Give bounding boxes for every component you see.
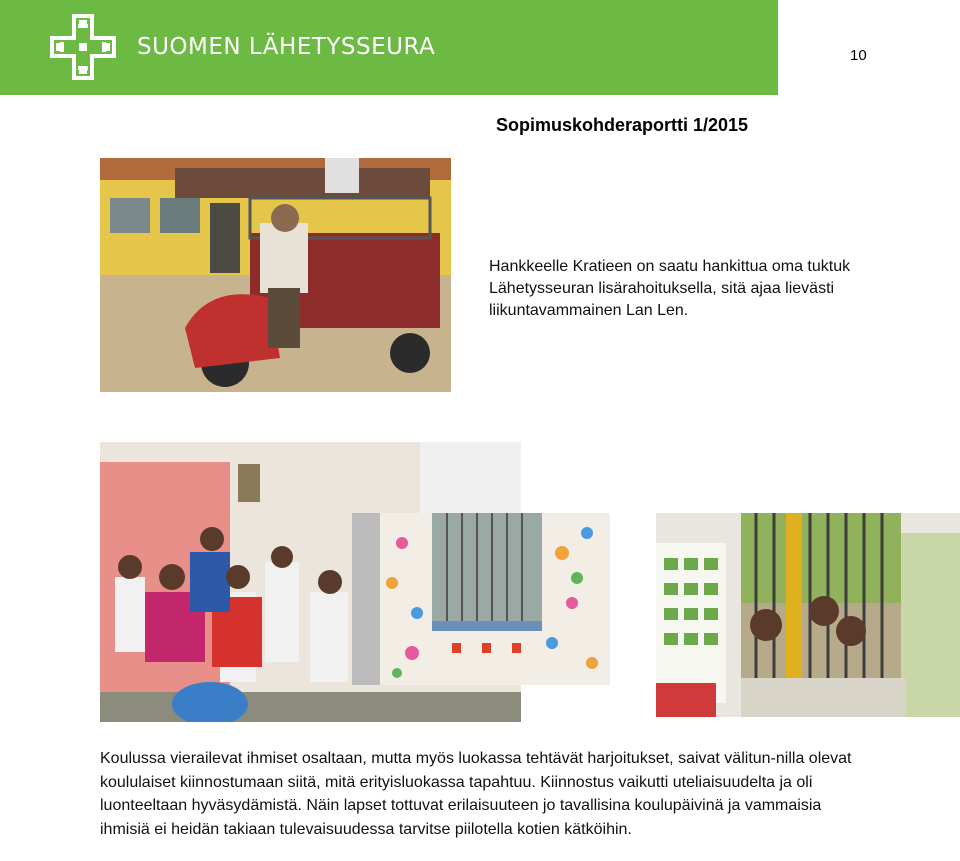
report-title: Sopimuskohderaportti 1/2015 bbox=[496, 115, 749, 135]
children-window-photo bbox=[656, 513, 960, 717]
tuktuk-caption: Hankkeelle Kratieen on saatu hankittua oma tuktuk Lähetysseuran lisärahoituksella, sitä ajaa lievästi liikuntavammainen Lan Len. bbox=[489, 258, 851, 319]
body-paragraph: Koulussa vierailevat ihmiset osaltaan, mutta myös luokassa tehtävät harjoitukset, saivat välitun-nilla olevat koululaiset kiinnostumaan siitä, mitä erityisluokassa tapahtuu. Kiinnostus vaikutti uteliaisuudelta ja oli luonteeltaan hyväsydämistä. Näin lapset tottuvat erilaisuuteen jo tavallisina koulupäivinä ja vammaisia ihmisiä ei heidän takiaan tulevaisuudessa tarvitse piilotella kotien kätköihin. bbox=[100, 750, 852, 838]
cross-logo-icon bbox=[48, 12, 118, 82]
header-band bbox=[0, 0, 778, 95]
window-photo bbox=[352, 513, 610, 685]
page-number: 10 bbox=[850, 47, 867, 64]
organization-name: SUOMEN LÄHETYSSEURA bbox=[137, 34, 436, 60]
tuktuk-photo bbox=[100, 158, 451, 392]
